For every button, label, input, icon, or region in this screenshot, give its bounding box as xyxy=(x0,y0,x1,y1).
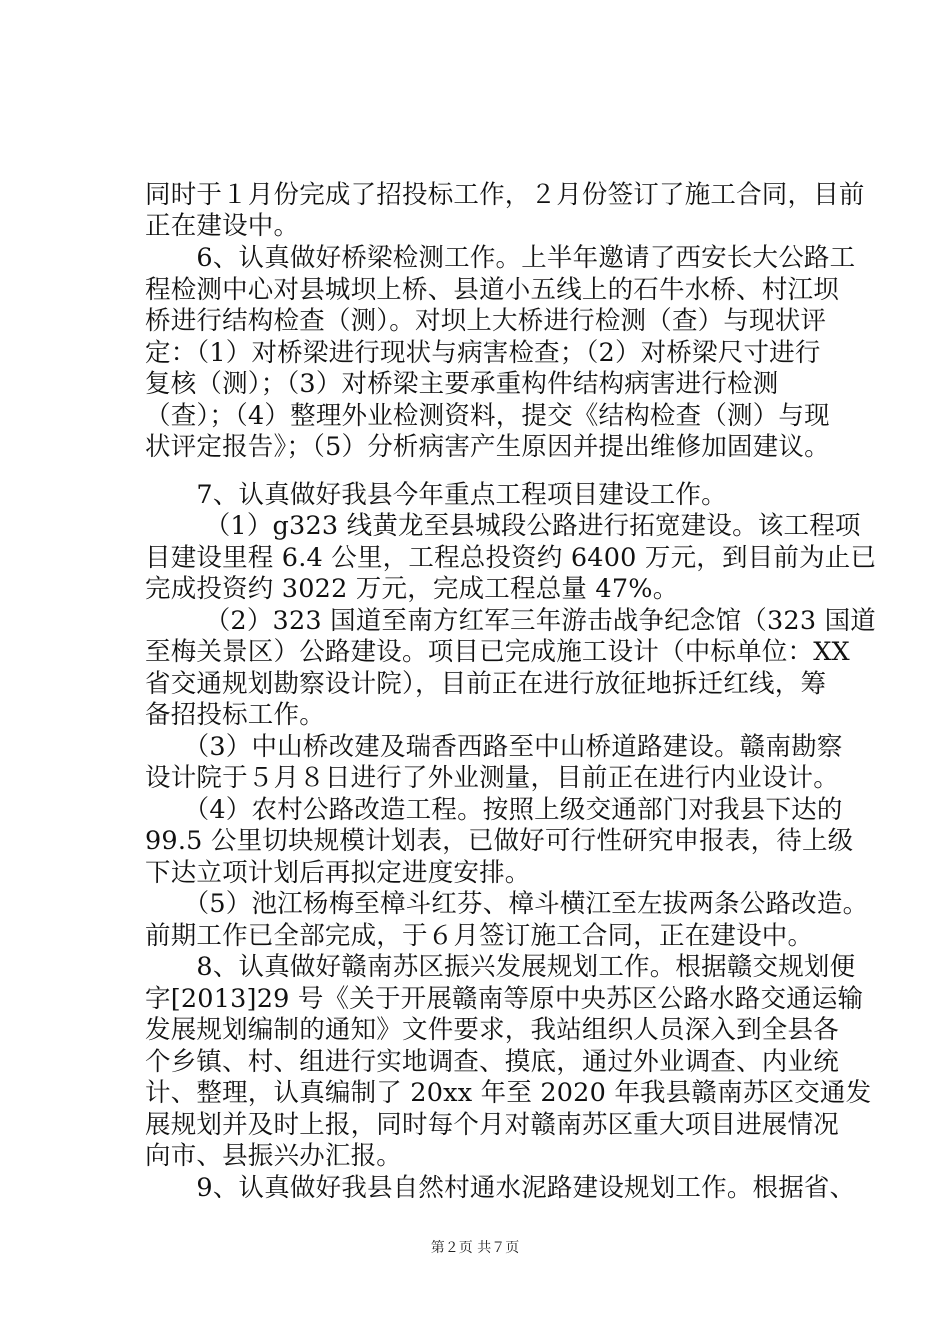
text-line: （2）323 国道至南方红军三年游击战争纪念馆（323 国道 xyxy=(145,606,876,636)
text-line: 9、认真做好我县自然村通水泥路建设规划工作。根据省、 xyxy=(145,1173,856,1203)
text-line: 完成投资约 3022 万元，完成工程总量 47%。 xyxy=(145,574,679,604)
text-line: 桥进行结构检查（测）。对坝上大桥进行检测（查）与现状评 xyxy=(145,306,827,336)
text-line: 备招投标工作。 xyxy=(145,700,325,730)
text-line: 6、认真做好桥梁检测工作。上半年邀请了西安长大公路工 xyxy=(145,243,856,273)
text-line: 计、整理，认真编制了 20xx 年至 2020 年我县赣南苏区交通发 xyxy=(145,1078,872,1108)
text-line: 前期工作已全部完成，于６月签订施工合同，正在建设中。 xyxy=(145,921,814,951)
text-line: 正在建设中。 xyxy=(145,211,300,241)
text-line: 向市、县振兴办汇报。 xyxy=(145,1141,403,1171)
text-line: 展规划并及时上报，同时每个月对赣南苏区重大项目进展情况 xyxy=(145,1110,839,1140)
text-line: 字[2013]29 号《关于开展赣南等原中央苏区公路水路交通运输 xyxy=(145,984,864,1014)
text-line: 同时于１月份完成了招投标工作，２月份签订了施工合同，目前 xyxy=(145,180,865,210)
text-line: （查）；（4）整理外业检测资料，提交《结构检查（测）与现 xyxy=(145,401,830,431)
text-line: 设计院于５月８日进行了外业测量，目前正在进行内业设计。 xyxy=(145,763,839,793)
text-line: 个乡镇、村、组进行实地调查、摸底，通过外业调查、内业统 xyxy=(145,1047,839,1077)
text-line: （3）中山桥改建及瑞香西路至中山桥道路建设。赣南勘察 xyxy=(145,732,843,762)
text-line: 定：（1）对桥梁进行现状与病害检查；（2）对桥梁尺寸进行 xyxy=(145,338,821,368)
text-line: 下达立项计划后再拟定进度安排。 xyxy=(145,858,531,888)
text-line: （1）g323 线黄龙至县城段公路进行拓宽建设。该工程项 xyxy=(145,511,861,541)
text-line: （4）农村公路改造工程。按照上级交通部门对我县下达的 xyxy=(145,795,843,825)
text-line: 8、认真做好赣南苏区振兴发展规划工作。根据赣交规划便 xyxy=(145,952,856,982)
text-line: 状评定报告》；（5）分析病害产生原因并提出维修加固建议。 xyxy=(145,432,830,462)
text-line: 至梅关景区）公路建设。项目已完成施工设计（中标单位：XX xyxy=(145,637,850,667)
text-line: （5）池江杨梅至樟斗红芬、樟斗横江至左拔两条公路改造。 xyxy=(145,889,869,919)
page-number: 第２页 共７页 xyxy=(430,1240,520,1256)
text-line: 复核（测）；（3）对桥梁主要承重构件结构病害进行检测 xyxy=(145,369,779,399)
text-line: 7、认真做好我县今年重点工程项目建设工作。 xyxy=(145,480,727,510)
text-line: 目建设里程 6.4 公里，工程总投资约 6400 万元，到目前为止已 xyxy=(145,543,877,573)
text-line: 程检测中心对县城坝上桥、县道小五线上的石牛水桥、村江坝 xyxy=(145,275,839,305)
text-line: 发展规划编制的通知》文件要求，我站组织人员深入到全县各 xyxy=(145,1015,839,1045)
text-line: 省交通规划勘察设计院），目前正在进行放征地拆迁红线，筹 xyxy=(145,669,827,699)
text-line: 99.5 公里切块规模计划表，已做好可行性研究申报表，待上级 xyxy=(145,826,854,856)
